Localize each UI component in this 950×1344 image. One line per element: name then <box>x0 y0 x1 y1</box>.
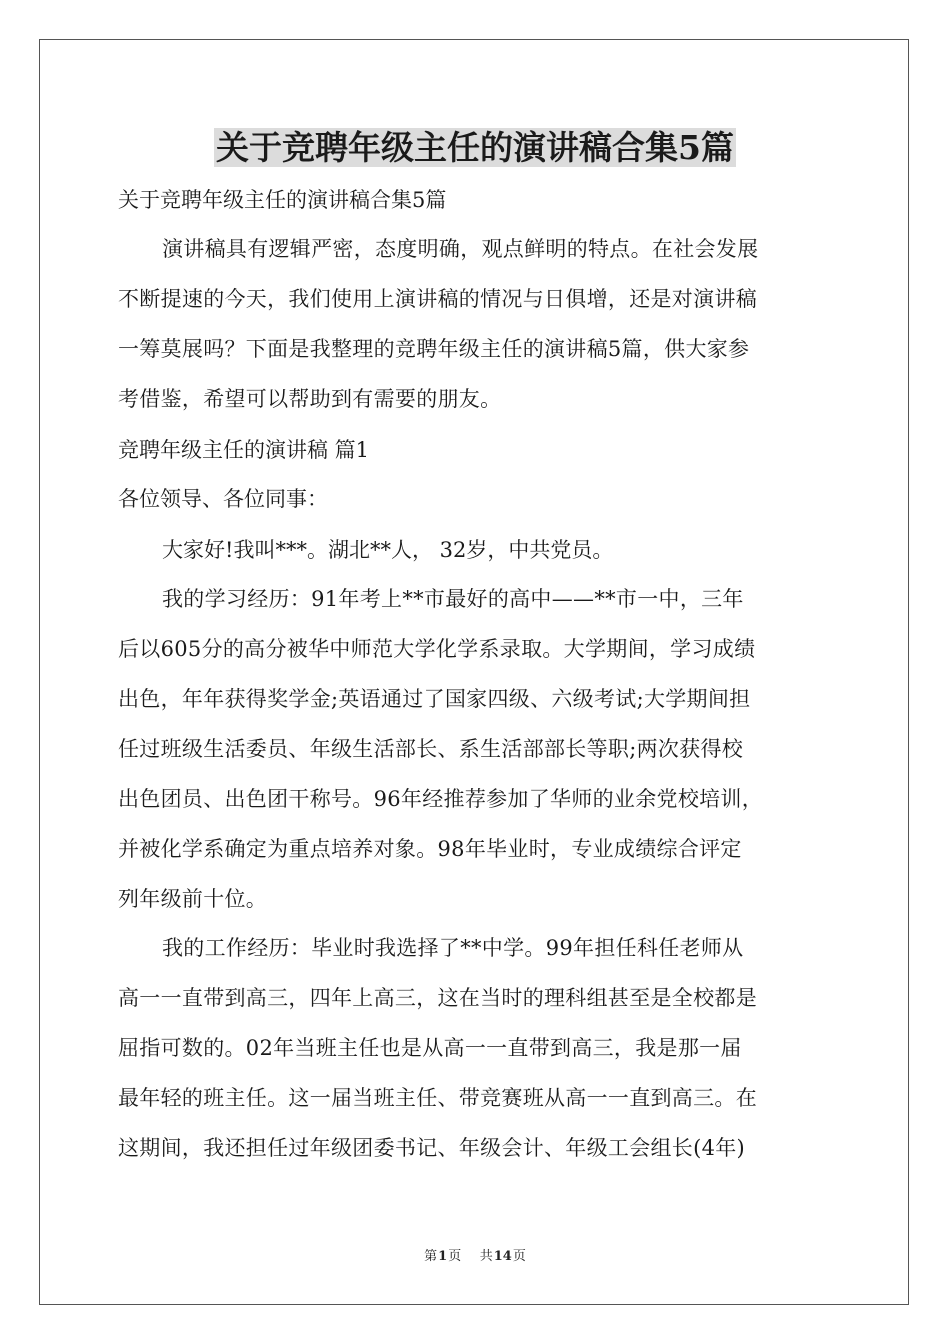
study-line: 出色团员、出色团干称号。96年经推荐参加了华师的业余党校培训， <box>118 787 764 811</box>
intro-paragraph <box>118 236 838 436</box>
section-heading: 竞聘年级主任的演讲稿 篇1 <box>118 438 370 462</box>
work-line: 我的工作经历：毕业时我选择了**中学。99年担任科任老师从 <box>162 936 744 960</box>
work-line: 高一一直带到高三，四年上高三，这在当时的理科组甚至是全校都是 <box>118 986 757 1010</box>
page-prefix: 第 <box>424 1249 438 1264</box>
total-page-count: 14 <box>493 1249 512 1264</box>
document-subtitle: 关于竞聘年级主任的演讲稿合集5篇 <box>118 188 447 212</box>
title-highlight: 关于竞聘年级主任的演讲稿合集5篇 <box>216 128 734 167</box>
study-paragraph <box>118 586 838 936</box>
intro-line: 不断提速的今天，我们使用上演讲稿的情况与日俱增，还是对演讲稿 <box>118 287 757 311</box>
total-suffix: 页 <box>512 1249 526 1264</box>
work-paragraph <box>118 935 838 1185</box>
study-line: 我的学习经历：91年考上**市最好的高中——**市一中，三年 <box>162 587 744 611</box>
study-line: 列年级前十位。 <box>118 887 268 911</box>
work-line: 这期间，我还担任过年级团委书记、年级会计、年级工会组长(4年) <box>118 1136 746 1160</box>
page-footer <box>0 1248 950 1266</box>
study-line: 任过班级生活委员、年级生活部长、系生活部部长等职;两次获得校 <box>118 737 744 761</box>
intro-line: 演讲稿具有逻辑严密，态度明确，观点鲜明的特点。在社会发展 <box>162 237 759 261</box>
current-page-number: 1 <box>438 1249 448 1264</box>
page-suffix: 页 <box>448 1249 462 1264</box>
greeting-paragraph: 大家好!我叫***。湖北**人， 32岁，中共党员。 <box>162 538 614 562</box>
intro-line: 一筹莫展吗？下面是我整理的竞聘年级主任的演讲稿5篇，供大家参 <box>118 337 750 361</box>
document-title <box>0 124 950 172</box>
work-line: 屈指可数的。02年当班主任也是从高一一直带到高三，我是那一届 <box>118 1036 742 1060</box>
intro-line: 考借鉴，希望可以帮助到有需要的朋友。 <box>118 387 502 411</box>
study-line: 后以605分的高分被华中师范大学化学系录取。大学期间，学习成绩 <box>118 637 756 661</box>
study-line: 并被化学系确定为重点培养对象。98年毕业时，专业成绩综合评定 <box>118 837 742 861</box>
salutation: 各位领导、各位同事： <box>118 487 328 511</box>
study-line: 出色，年年获得奖学金;英语通过了国家四级、六级考试;大学期间担 <box>118 687 751 711</box>
work-line: 最年轻的班主任。这一届当班主任、带竞赛班从高一一直到高三。在 <box>118 1086 757 1110</box>
total-prefix: 共 <box>479 1249 493 1264</box>
